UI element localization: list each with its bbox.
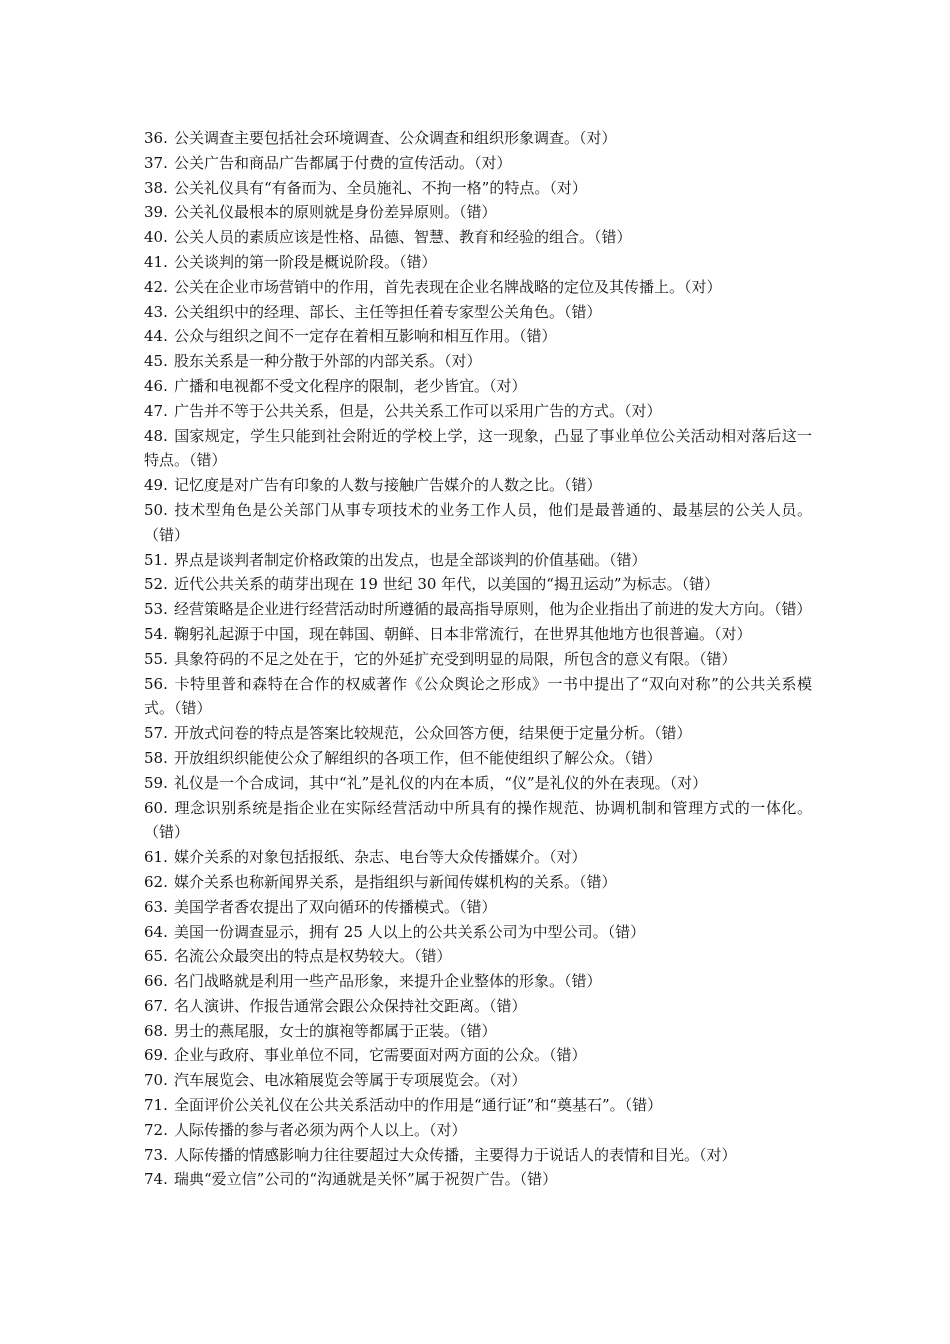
item-text: 开放组织织能使公众了解组织的各项工作，但不能使组织了解公众。（错）: [174, 748, 662, 767]
item-number: 64.: [144, 922, 168, 941]
item-text: 鞠躬礼起源于中国，现在韩国、朝鲜、日本非常流行，在世界其他地方也很普遍。（对）: [174, 624, 752, 643]
item-number: 48.: [144, 426, 168, 445]
item-text: 公关在企业市场营销中的作用，首先表现在企业名牌战略的定位及其传播上。（对）: [174, 277, 722, 296]
item-number: 45.: [144, 352, 168, 371]
item-text: 界点是谈判者制定价格政策的出发点，也是全部谈判的价值基础。（错）: [174, 550, 647, 569]
item-text: 股东关系是一种分散于外部的内部关系。（对）: [174, 352, 482, 371]
item-number: 51.: [144, 550, 168, 569]
item-number: 55.: [144, 649, 168, 668]
list-item: [144, 1043, 812, 1068]
list-item: [144, 473, 812, 498]
list-item: [144, 399, 812, 424]
list-item: [144, 647, 812, 672]
question-list: [144, 126, 812, 1192]
list-item: [144, 275, 812, 300]
item-number: 71.: [144, 1096, 168, 1115]
item-number: 56.: [144, 674, 168, 693]
list-item: [144, 1093, 812, 1118]
list-item: [144, 324, 812, 349]
item-text: 人际传播的参与者必须为两个人以上。（对）: [174, 1120, 467, 1139]
item-text: 国家规定，学生只能到社会附近的学校上学，这一现象，凸显了事业单位公关活动相对落后这一特点。（错）: [144, 426, 812, 470]
item-text: 公关人员的素质应该是性格、品德、智慧、教育和经验的组合。（错）: [174, 228, 632, 247]
list-item: [144, 126, 812, 151]
item-number: 66.: [144, 972, 168, 991]
item-text: 记忆度是对广告有印象的人数与接触广告媒介的人数之比。（错）: [174, 476, 602, 495]
list-item: [144, 771, 812, 796]
list-item: [144, 374, 812, 399]
list-item: [144, 1143, 812, 1168]
list-item: [144, 920, 812, 945]
item-text: 媒介关系也称新闻界关系，是指组织与新闻传媒机构的关系。（错）: [174, 872, 617, 891]
item-text: 企业与政府、事业单位不同，它需要面对两方面的公众。（错）: [174, 1046, 587, 1065]
list-item: [144, 225, 812, 250]
list-item: [144, 969, 812, 994]
item-text: 名人演讲、作报告通常会跟公众保持社交距离。（错）: [174, 996, 527, 1015]
list-item: [144, 845, 812, 870]
item-text: 名门战略就是利用一些产品形象，来提升企业整体的形象。（错）: [174, 972, 602, 991]
item-text: 经营策略是企业进行经营活动时所遵循的最高指导原则，他为企业指出了前进的发大方向。（错）: [174, 600, 812, 619]
item-number: 72.: [144, 1120, 168, 1139]
list-item: [144, 300, 812, 325]
item-number: 54.: [144, 624, 168, 643]
item-number: 38.: [144, 178, 168, 197]
list-item: [144, 250, 812, 275]
item-number: 44.: [144, 327, 168, 346]
item-number: 63.: [144, 897, 168, 916]
item-number: 59.: [144, 773, 168, 792]
list-item: [144, 796, 812, 846]
item-number: 39.: [144, 203, 168, 222]
item-number: 49.: [144, 476, 168, 495]
item-text: 公关礼仪最根本的原则就是身份差异原则。（错）: [174, 203, 497, 222]
item-text: 广播和电视都不受文化程序的限制，老少皆宜。（对）: [174, 376, 527, 395]
list-item: [144, 176, 812, 201]
list-item: [144, 548, 812, 573]
item-number: 69.: [144, 1046, 168, 1065]
item-text: 名流公众最突出的特点是权势较大。（错）: [174, 947, 452, 966]
item-text: 美国学者香农提出了双向循环的传播模式。（错）: [174, 897, 497, 916]
list-item: [144, 498, 812, 548]
item-number: 68.: [144, 1021, 168, 1040]
item-number: 47.: [144, 401, 168, 420]
item-number: 46.: [144, 376, 168, 395]
item-text: 近代公共关系的萌芽出现在 19 世纪 30 年代，以美国的“揭丑运动”为标志。（错）: [174, 575, 720, 594]
item-number: 57.: [144, 724, 168, 743]
item-number: 58.: [144, 748, 168, 767]
item-number: 43.: [144, 302, 168, 321]
item-text: 瑞典“爱立信”公司的“沟通就是关怀”属于祝贺广告。（错）: [174, 1170, 558, 1189]
item-number: 53.: [144, 600, 168, 619]
list-item: [144, 870, 812, 895]
item-number: 36.: [144, 129, 168, 147]
item-number: 60.: [144, 798, 168, 817]
item-text: 公众与组织之间不一定存在着相互影响和相互作用。（错）: [174, 327, 557, 346]
list-item: [144, 746, 812, 771]
item-text: 公关广告和商品广告都属于付费的宣传活动。（对）: [174, 153, 512, 172]
item-number: 40.: [144, 228, 168, 247]
list-item: [144, 1068, 812, 1093]
item-text: 广告并不等于公共关系，但是，公共关系工作可以采用广告的方式。（对）: [174, 401, 662, 420]
item-text: 公关谈判的第一阶段是概说阶段。（错）: [174, 252, 437, 271]
list-item: [144, 424, 812, 474]
item-number: 73.: [144, 1145, 168, 1164]
item-text: 人际传播的情感影响力往往要超过大众传播，主要得力于说话人的表情和目光。（对）: [174, 1145, 737, 1164]
item-text: 礼仪是一个合成词，其中“礼”是礼仪的内在本质，“仪”是礼仪的外在表现。（对）: [174, 773, 708, 792]
item-text: 公关礼仪具有“有备而为、全员施礼、不拘一格”的特点。（对）: [174, 178, 587, 197]
item-number: 52.: [144, 575, 168, 594]
item-text: 理念识别系统是指企业在实际经营活动中所具有的操作规范、协调机制和管理方式的一体化。（错）: [144, 798, 812, 842]
item-text: 美国一份调查显示，拥有 25 人以上的公共关系公司为中型公司。（错）: [174, 922, 646, 941]
list-item: [144, 622, 812, 647]
item-number: 70.: [144, 1071, 168, 1090]
item-text: 技术型角色是公关部门从事专项技术的业务工作人员，他们是最普通的、最基层的公关人员。（错）: [144, 500, 812, 544]
list-item: [144, 994, 812, 1019]
item-text: 男士的燕尾服，女士的旗袍等都属于正装。（错）: [174, 1021, 497, 1040]
list-item: [144, 1167, 812, 1192]
item-text: 公关组织中的经理、部长、主任等担任着专家型公关角色。（错）: [174, 302, 602, 321]
list-item: [144, 200, 812, 225]
list-item: [144, 572, 812, 597]
item-number: 61.: [144, 848, 168, 867]
item-text: 汽车展览会、电冰箱展览会等属于专项展览会。（对）: [174, 1071, 527, 1090]
item-number: 50.: [144, 500, 168, 519]
item-text: 开放式问卷的特点是答案比较规范，公众回答方便，结果便于定量分析。（错）: [174, 724, 692, 743]
item-number: 62.: [144, 872, 168, 891]
item-text: 具象符码的不足之处在于，它的外延扩充受到明显的局限，所包含的意义有限。（错）: [174, 649, 737, 668]
item-number: 74.: [144, 1170, 168, 1189]
item-text: 全面评价公关礼仪在公共关系活动中的作用是“通行证”和“奠基石”。（错）: [174, 1096, 663, 1115]
item-text: 卡特里普和森特在合作的权威著作《公众舆论之形成》一书中提出了“双向对称”的公共关系模式。（错）: [144, 674, 812, 718]
list-item: [144, 944, 812, 969]
list-item: [144, 1019, 812, 1044]
item-number: 42.: [144, 277, 168, 296]
item-number: 41.: [144, 252, 168, 271]
list-item: [144, 349, 812, 374]
item-number: 37.: [144, 153, 168, 172]
item-text: 公关调查主要包括社会环境调查、公众调查和组织形象调查。（对）: [174, 129, 617, 147]
list-item: [144, 597, 812, 622]
item-number: 65.: [144, 947, 168, 966]
list-item: [144, 672, 812, 722]
item-text: 媒介关系的对象包括报纸、杂志、电台等大众传播媒介。（对）: [174, 848, 587, 867]
list-item: [144, 895, 812, 920]
list-item: [144, 151, 812, 176]
list-item: [144, 1118, 812, 1143]
list-item: [144, 721, 812, 746]
item-number: 67.: [144, 996, 168, 1015]
